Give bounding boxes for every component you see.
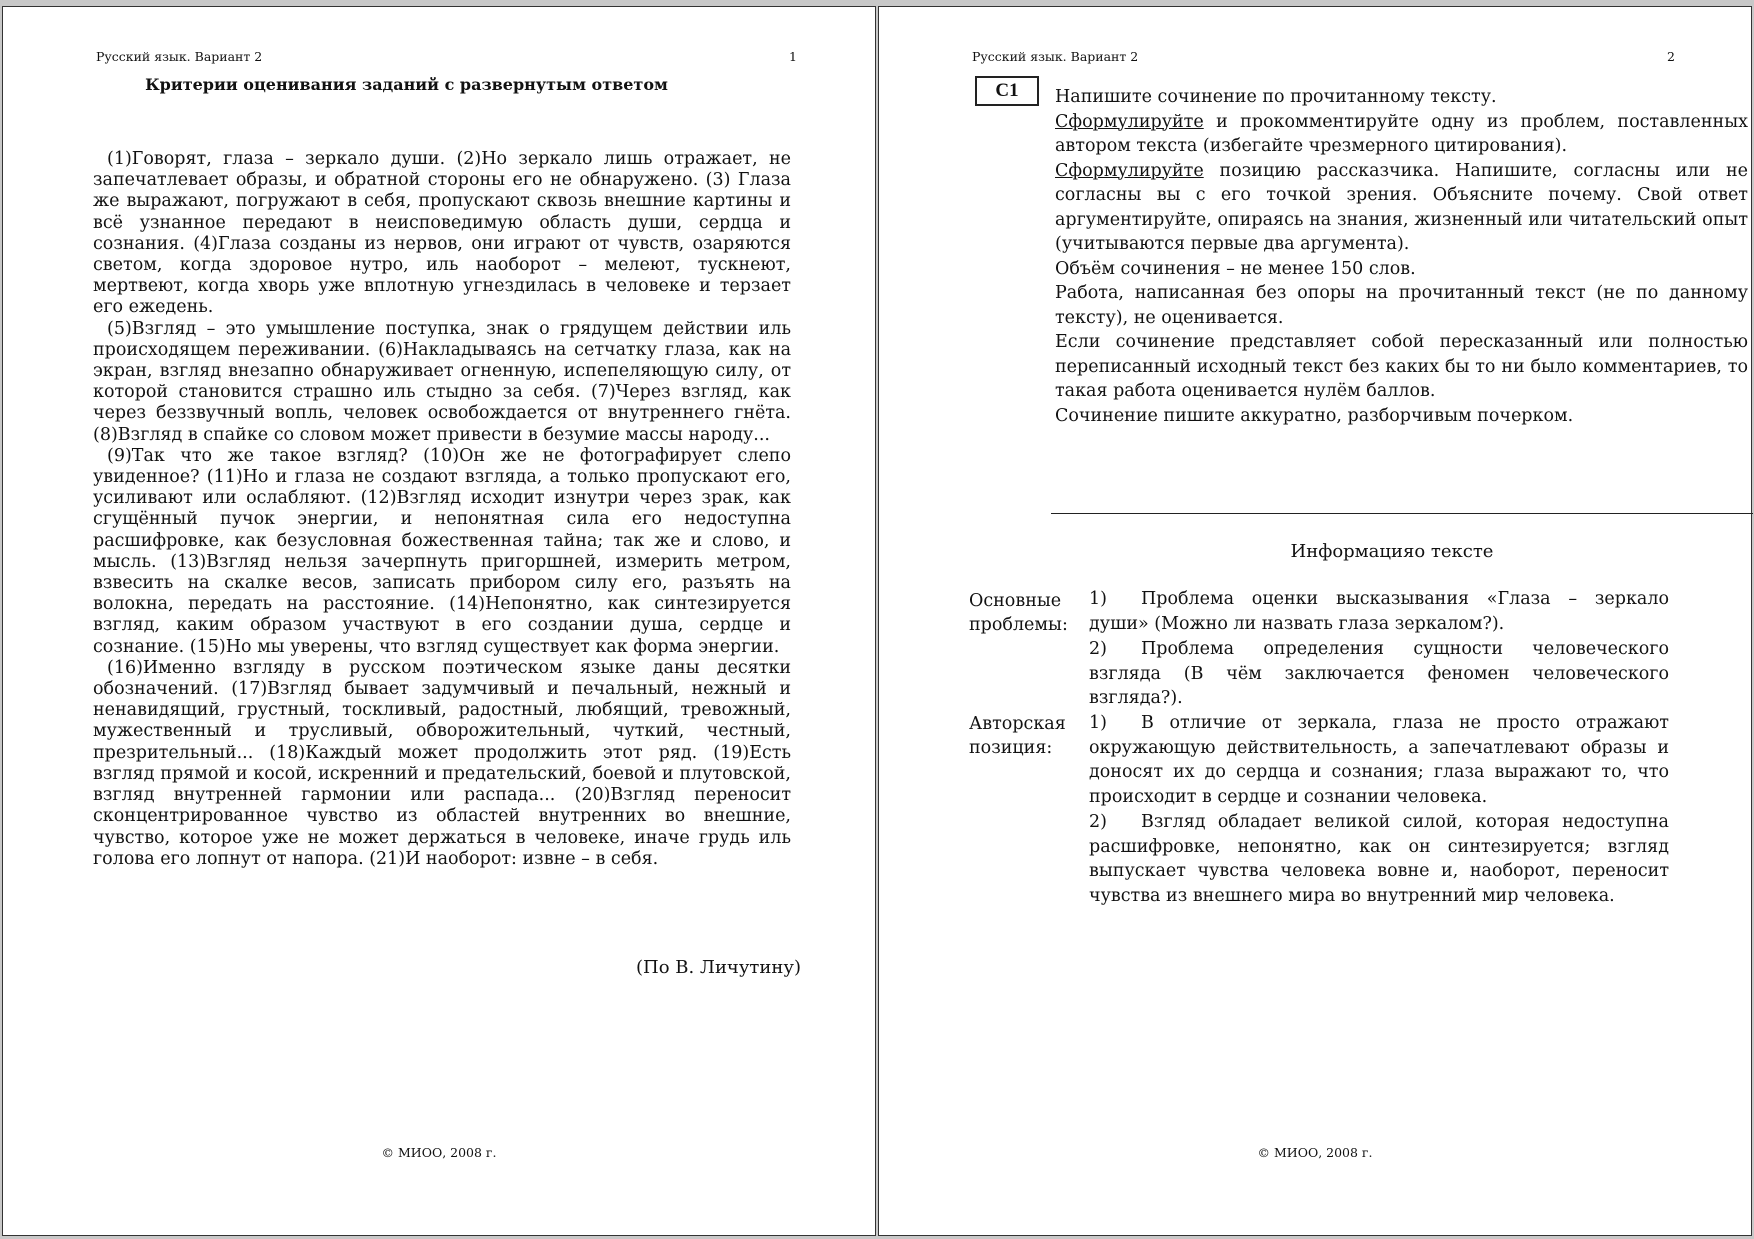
page-number: 1: [789, 49, 797, 64]
task-note: Сочинение пишите аккуратно, разборчивым почерком.: [1055, 405, 1574, 426]
task-volume: Объём сочинения – не менее 150 слов.: [1055, 258, 1416, 279]
task-instructions: [1055, 85, 1748, 428]
instruction-text: позицию рассказчика. Напишите, согласны или не согласны вы с его точкой зрения. Объясните почему. Свой ответ аргументируйте, опираясь на знания, жизненный или читательский опыт (учитываются первые два аргумента).: [1055, 160, 1748, 254]
item-text: В отличие от зеркала, глаза не просто отражают окружающую действительность, а запечатлевают образы и доносят их до сердца и сознания; глаза выражают то, что происходит в сердце и сознании человека.: [1089, 713, 1669, 807]
passage-text: [93, 149, 791, 870]
page-header-title: Русский язык. Вариант 2: [96, 49, 263, 64]
item-text: Проблема оценки высказывания «Глаза – зеркало души» (Можно ли назвать глаза зеркалом?).: [1089, 589, 1669, 634]
page-2: [878, 6, 1752, 1236]
underlined-verb: Сформулируйте: [1055, 160, 1204, 181]
position-label: [969, 712, 1087, 760]
label-line: позиция:: [969, 738, 1053, 758]
task-note: Если сочинение представляет собой пересказанный или полностью переписанный исходный текст без каких бы то ни было комментариев, то такая работа оценивается нулём баллов.: [1055, 332, 1748, 401]
item-number: 1): [1089, 713, 1107, 733]
item-text: Взгляд обладает великой силой, которая недоступна расшифровке, непонятно, как он синтезируется; взгляд выпускает чувства человека вовне и, наоборот, переносит чувства из внешнего мира во внутренний мир человека.: [1089, 812, 1669, 906]
label-line: Авторская: [969, 714, 1066, 734]
task-instruction-2: [1055, 159, 1748, 257]
page-footer: © МИОО, 2008 г.: [1257, 1145, 1373, 1160]
problem-item: [1089, 637, 1669, 711]
page-header-title: Русский язык. Вариант 2: [972, 49, 1139, 64]
page-1: [2, 6, 876, 1236]
passage-source: (По В. Личутину): [635, 957, 801, 978]
item-number: 1): [1089, 589, 1107, 609]
label-line: проблемы:: [969, 615, 1068, 635]
underlined-verb: Сформулируйте: [1055, 111, 1204, 132]
item-number: 2): [1089, 639, 1107, 659]
problem-item: [1089, 587, 1669, 636]
problems-label: [969, 589, 1087, 637]
position-item: [1089, 711, 1669, 809]
task-note: Работа, написанная без опоры на прочитанный текст (не по данному тексту), не оценивается.: [1055, 283, 1748, 328]
page-title: Критерии оценивания заданий с развернутым ответом: [145, 75, 668, 94]
item-text: Проблема определения сущности человеческого взгляда (В чём заключается феномен человеческого взгляда?).: [1089, 639, 1669, 708]
passage-paragraph: (16)Именно взгляду в русском поэтическом языке даны десятки обозначений. (17)Взгляд бывает задумчивый и печальный, нежный и ненавидящий, грустный, тоскливый, радостный, любящий, тревожный, мужественный и трусливый, обворожительный, чуткий, честный, презрительный... (18)Каждый может продолжить этот ряд. (19)Есть взгляд прямой и косой, искренний и предательский, боевой и плутовской, взгляд внутренней гармонии или распада... (20)Взгляд переносит сконцентрированное чувство из областей внутренних во внешние, чувство, которое уже не может держаться в человеке, иначе грудь иль голова его лопнут от напора. (21)И наоборот: извне – в себя.: [93, 657, 791, 869]
info-heading: Информацияо тексте: [1290, 541, 1494, 562]
instruction-text: и прокомментируйте одну из проблем, поставленных автором текста (избегайте чрезмерного цитирования).: [1055, 111, 1748, 156]
position-item: [1089, 810, 1669, 908]
item-number: 2): [1089, 812, 1107, 832]
label-line: Основные: [969, 591, 1062, 611]
divider-line: [1051, 513, 1753, 514]
page-number: 2: [1667, 49, 1675, 64]
passage-paragraph: (9)Так что же такое взгляд? (10)Он же не фотографирует слепо увиденное? (11)Но и глаза не создают взгляда, а только пропускают его, усиливают или ослабляют. (12)Взгляд исходит изнутри через зрак, как сгущённый пучок энергии, и непонятная сила его недоступна расшифровке, как безусловная божественная тайна; так же и слово, и мысль. (13)Взгляд нельзя зачерпнуть пригоршней, измерить метром, взвесить на скалке весов, записать прибором силу его, разъять на волокна, передать на расстояние. (14)Непонятно, как синтезируется взгляд, каким образом участвуют в его создании душа, сердце и сознание. (15)Но мы уверены, что взгляд существует как форма энергии.: [93, 445, 791, 657]
task-instruction-1: [1055, 110, 1748, 159]
task-intro: Напишите сочинение по прочитанному тексту.: [1055, 87, 1497, 107]
passage-paragraph: (1)Говорят, глаза – зеркало души. (2)Но зеркало лишь отражает, не запечатлевает образы, и обратной стороны его не обнаружено. (3) Глаза же выражают, погружают в себя, пропускают сквозь внешние картины и всё узнанное передают в неисповедимую область души, сердца и сознания. (4)Глаза созданы из нервов, они играют от чувств, озаряются светом, когда здоровое нутро, иль наоборот – мелеют, тускнеют, мертвеют, когда хворь уже вплотную угнездилась в человеке и терзает его ежедень.: [93, 149, 791, 318]
page-footer: © МИОО, 2008 г.: [381, 1145, 497, 1160]
task-label-box: C1: [975, 76, 1039, 106]
passage-paragraph: (5)Взгляд – это умышление поступка, знак о грядущем действии иль происходящем переживании. (6)Накладываясь на сетчатку глаза, как на экран, взгляд внезапно обнаруживает огненную, испепеляющую силу, от которой становится страшно иль стыдно за себя. (7)Через взгляд, как через беззвучный вопль, человек освобождается от внутреннего гнёта. (8)Взгляд в спайке со словом может привести в безумие массы народу...: [93, 318, 791, 445]
